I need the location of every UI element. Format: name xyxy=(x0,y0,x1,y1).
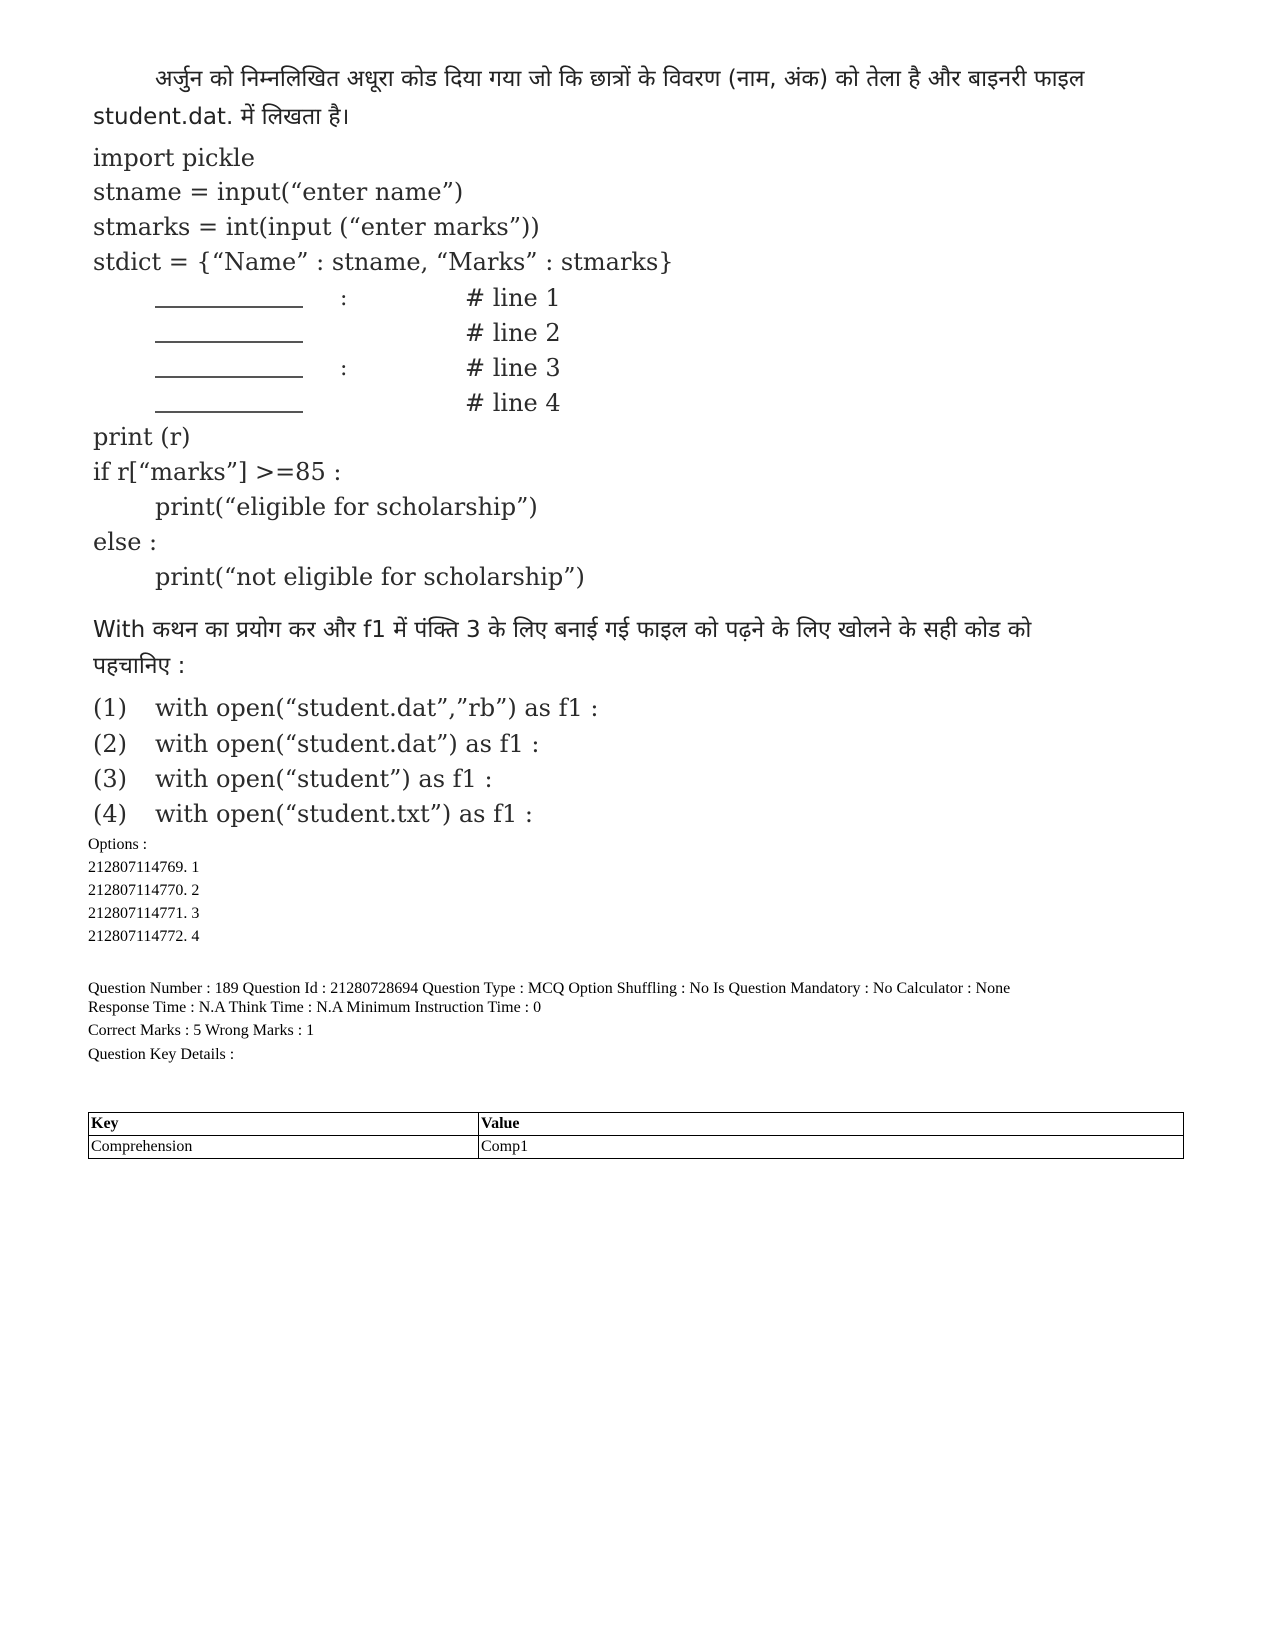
choice-text-2: with open(“student.dat”) as f1 : xyxy=(155,730,540,758)
question-marks: Correct Marks : 5 Wrong Marks : 1 xyxy=(88,1022,315,1039)
code-blank-1 xyxy=(155,306,303,308)
table-header-value: Value xyxy=(479,1113,1184,1136)
blank-colon-1: : xyxy=(340,286,348,311)
code-print-eligible: print(“eligible for scholarship”) xyxy=(155,493,538,521)
table-cell-key: Comprehension xyxy=(89,1136,479,1159)
code-print-not-eligible: print(“not eligible for scholarship”) xyxy=(155,563,585,591)
choice-text-3: with open(“student”) as f1 : xyxy=(155,765,493,793)
prompt-line-1: With कथन का प्रयोग कर और f1 में पंक्ति 3 के लिए बनाई गई फाइल को पढ़ने के लिए खोलने के सही कोड को xyxy=(93,617,1032,643)
table-header-row xyxy=(89,1113,1184,1136)
choice-number-2: (2) xyxy=(93,730,127,758)
choice-number-3: (3) xyxy=(93,765,127,793)
code-else: else : xyxy=(93,528,158,556)
key-details-label: Question Key Details : xyxy=(88,1046,235,1063)
table-row xyxy=(89,1136,1184,1159)
choice-number-1: (1) xyxy=(93,694,127,722)
table-cell-value: Comp1 xyxy=(479,1136,1184,1159)
code-stname: stname = input(“enter name”) xyxy=(93,178,464,206)
options-label: Options : xyxy=(88,836,148,853)
blank-colon-3: : xyxy=(340,356,348,381)
code-if: if r[“marks”] >=85 : xyxy=(93,458,342,486)
key-details-table xyxy=(88,1112,1184,1159)
choice-number-4: (4) xyxy=(93,800,127,828)
code-blank-3 xyxy=(155,376,303,378)
table-header-key: Key xyxy=(89,1113,479,1136)
choice-text-1: with open(“student.dat”,”rb”) as f1 : xyxy=(155,694,599,722)
line-comment-1: # line 1 xyxy=(465,284,561,312)
code-blank-2 xyxy=(155,341,303,343)
option-item-3: 212807114771. 3 xyxy=(88,905,200,922)
intro-line-2: student.dat. में लिखता है। xyxy=(93,104,350,130)
line-comment-3: # line 3 xyxy=(465,354,561,382)
prompt-line-2: पहचानिए : xyxy=(93,653,186,679)
line-comment-4: # line 4 xyxy=(465,389,561,417)
question-meta-line-2: Response Time : N.A Think Time : N.A Minimum Instruction Time : 0 xyxy=(88,999,542,1016)
option-item-4: 212807114772. 4 xyxy=(88,928,200,945)
question-meta-line-1: Question Number : 189 Question Id : 21280728694 Question Type : MCQ Option Shuffling : No Is Question Mandatory : No Calculator : None xyxy=(88,980,1011,997)
code-import: import pickle xyxy=(93,144,255,172)
option-item-1: 212807114769. 1 xyxy=(88,859,200,876)
code-stdict: stdict = {“Name” : stname, “Marks” : stmarks} xyxy=(93,248,674,276)
code-blank-4 xyxy=(155,411,303,413)
line-comment-2: # line 2 xyxy=(465,319,561,347)
code-print-r: print (r) xyxy=(93,423,191,451)
code-stmarks: stmarks = int(input (“enter marks”)) xyxy=(93,213,540,241)
choice-text-4: with open(“student.txt”) as f1 : xyxy=(155,800,533,828)
option-item-2: 212807114770. 2 xyxy=(88,882,200,899)
intro-line-1: अर्जुन को निम्नलिखित अधूरा कोड दिया गया जो कि छात्रों के विवरण (नाम, अंक) को तेला है और बाइनरी फाइल xyxy=(155,66,1085,92)
